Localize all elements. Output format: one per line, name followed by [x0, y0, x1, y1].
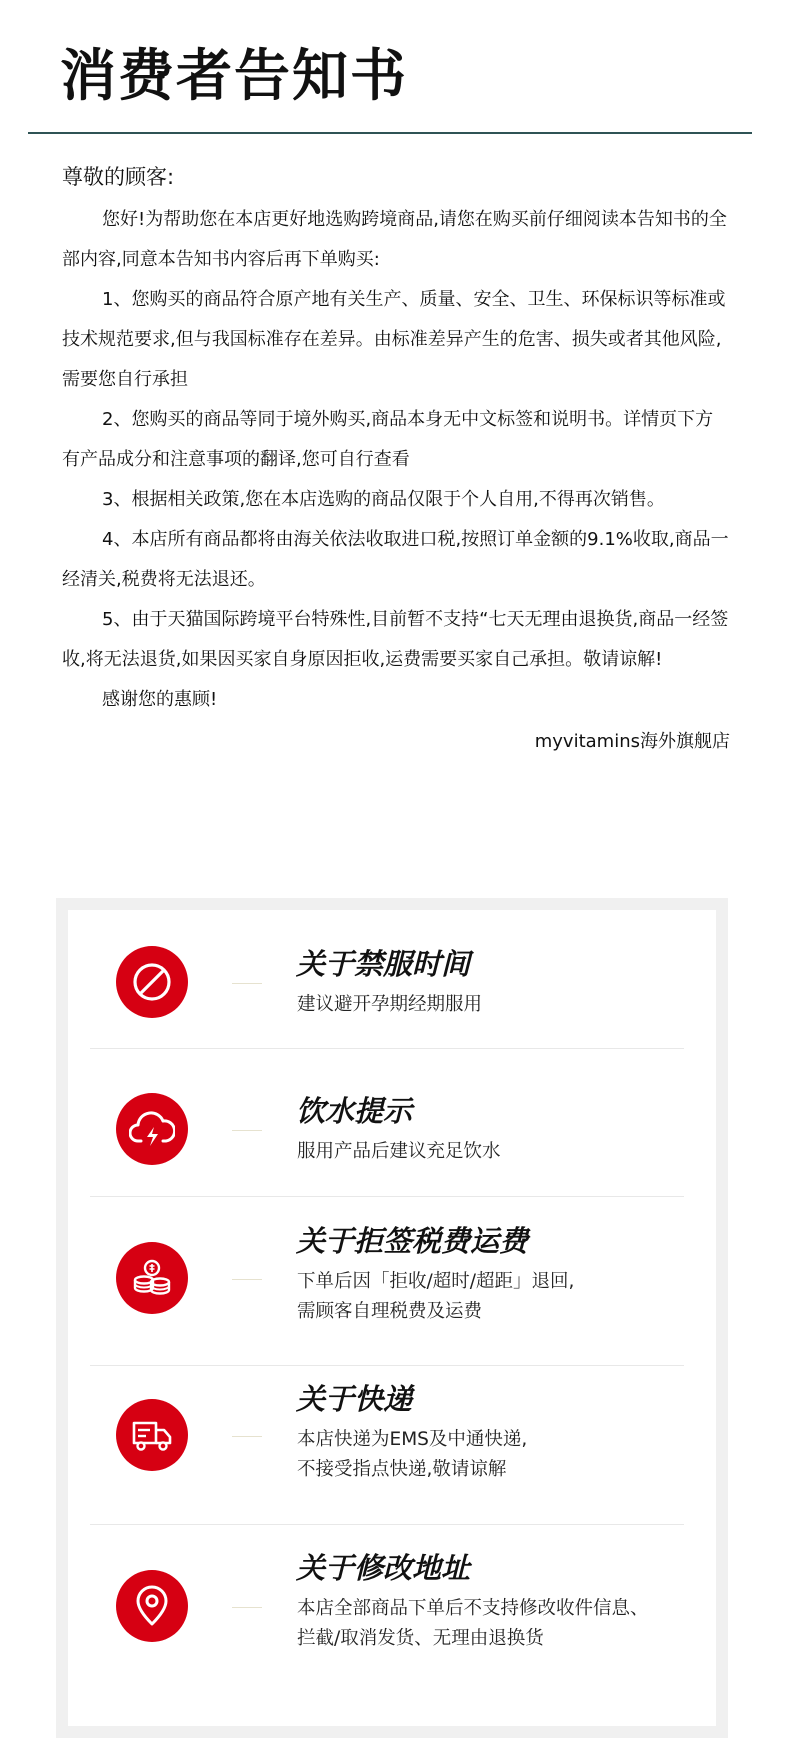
notice-paragraph: 2、您购买的商品等同于境外购买,商品本身无中文标签和说明书。详情页下方有产品成分和注意事项的翻译,您可自行查看 — [62, 409, 714, 470]
tip-desc: 需顾客自理税费及运费 — [297, 1301, 483, 1322]
tip-desc: 本店快递为EMS及中通快递, — [297, 1429, 528, 1450]
page-title: 消费者告知书 — [60, 44, 408, 109]
tip-desc: 下单后因「拒收/超时/超距」退回, — [297, 1271, 575, 1292]
location-pin-icon — [116, 1570, 188, 1642]
tip-title: 关于拒签税费运费 — [296, 1224, 529, 1258]
notice-body — [62, 158, 730, 762]
prohibited-icon — [116, 946, 188, 1018]
store-signature: myvitamins海外旗舰店 — [534, 731, 730, 752]
tip-desc: 建议避开孕期经期服用 — [297, 994, 483, 1015]
notice-paragraph: 1、您购买的商品符合原产地有关生产、质量、安全、卫生、环保标识等标准或技术规范要求,但与我国标准存在差异。由标准差异产生的危害、损失或者其他风险,需要您自行承担 — [62, 289, 726, 390]
item-divider — [90, 1048, 684, 1049]
dash-decoration — [232, 1130, 262, 1131]
delivery-truck-icon — [116, 1399, 188, 1471]
tip-title: 饮水提示 — [296, 1094, 413, 1128]
dash-decoration — [232, 983, 262, 984]
tip-title: 关于修改地址 — [296, 1551, 471, 1585]
greeting: 尊敬的顾客: — [62, 165, 175, 189]
tip-title: 关于禁服时间 — [296, 947, 471, 981]
tips-card-frame — [56, 898, 728, 1738]
tip-desc: 服用产品后建议充足饮水 — [297, 1141, 501, 1162]
tip-desc: 拦截/取消发货、无理由退换货 — [297, 1628, 544, 1649]
notice-paragraph: 3、根据相关政策,您在本店选购的商品仅限于个人自用,不得再次销售。 — [102, 489, 665, 510]
tip-desc: 本店全部商品下单后不支持修改收件信息、 — [297, 1598, 649, 1619]
tips-card — [68, 910, 716, 1726]
item-divider — [90, 1196, 684, 1197]
notice-paragraph: 您好!为帮助您在本店更好地选购跨境商品,请您在购买前仔细阅读本告知书的全部内容,同意本告知书内容后再下单购买: — [62, 209, 727, 270]
notice-paragraph: 4、本店所有商品都将由海关依法收取进口税,按照订单金额的9.1%收取,商品一经清关,税费将无法退还。 — [62, 529, 729, 590]
item-divider — [90, 1365, 684, 1366]
item-divider — [90, 1524, 684, 1525]
dash-decoration — [232, 1607, 262, 1608]
thanks-line: 感谢您的惠顾! — [102, 689, 218, 710]
notice-paragraph: 5、由于天猫国际跨境平台特殊性,目前暂不支持“七天无理由退换货,商品一经签收,将无法退货,如果因买家自身原因拒收,运费需要买家自己承担。敬请谅解! — [62, 609, 729, 670]
dash-decoration — [232, 1279, 262, 1280]
tip-desc: 不接受指点快递,敬请谅解 — [297, 1459, 507, 1480]
coins-icon — [116, 1242, 188, 1314]
dash-decoration — [232, 1436, 262, 1437]
cloud-lightning-icon — [116, 1093, 188, 1165]
title-divider — [28, 132, 752, 134]
tip-title: 关于快递 — [296, 1382, 413, 1416]
